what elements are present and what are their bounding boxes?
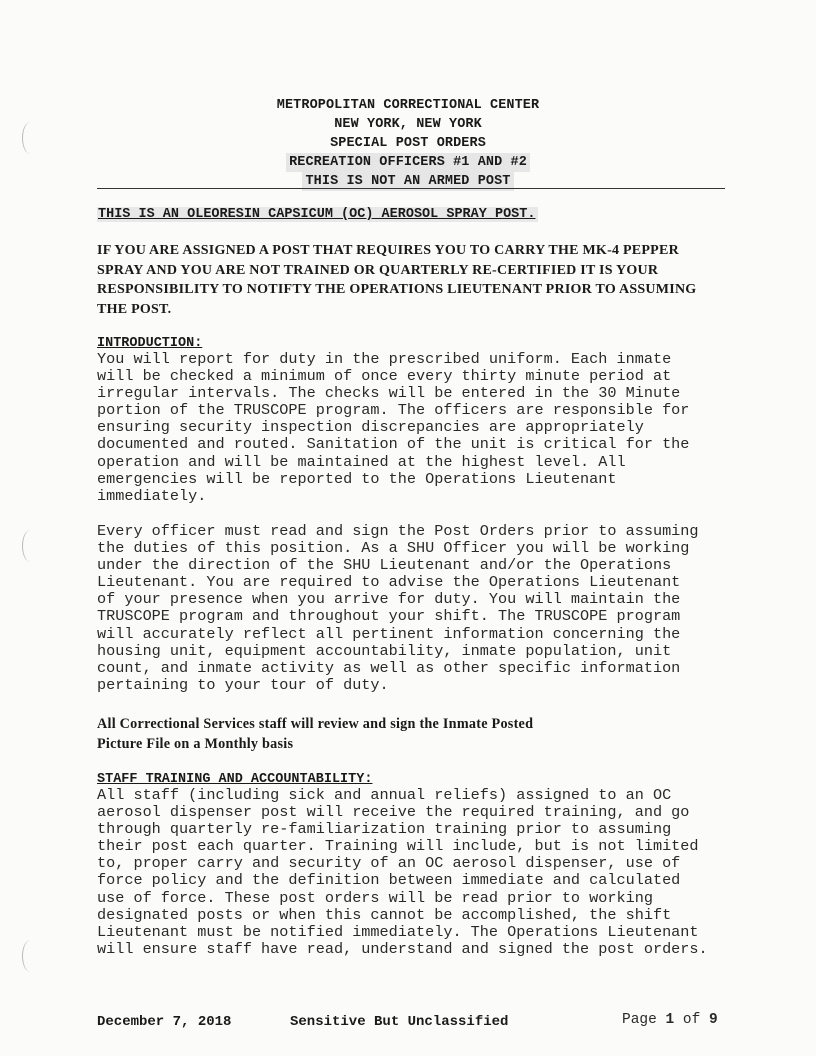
introduction-paragraph-2	[97, 523, 737, 694]
text-line: portion of the TRUSCOPE program. The officers are responsible for	[97, 401, 690, 420]
text-line: housing unit, equipment accountability, inmate population, unit	[97, 641, 672, 660]
text-line: Lieutenant must be notified immediately. The Operations Lieutenant	[97, 922, 699, 941]
text-line: Every officer must read and sign the Post Orders prior to assuming	[97, 522, 699, 540]
text-line: will ensure staff have read, understand and signed the post orders.	[97, 939, 708, 958]
header-institution: METROPOLITAN CORRECTIONAL CENTER	[276, 98, 540, 113]
notice-line: All Correctional Services staff will review and sign the Inmate Posted	[97, 716, 534, 732]
text-line: TRUSCOPE program and throughout your shift. The TRUSCOPE program	[97, 607, 681, 626]
header-post-title: RECREATION OFFICERS #1 AND #2	[286, 153, 530, 172]
text-line: ensuring security inspection discrepancies are appropriately	[97, 418, 644, 437]
text-line: emergencies will be reported to the Operations Lieutenant	[97, 469, 617, 488]
punch-hole-bottom	[22, 940, 39, 972]
staff-training-paragraph	[97, 787, 737, 958]
text-line: under the direction of the SHU Lieutenant and/or the Operations	[97, 556, 672, 575]
header-divider	[97, 188, 725, 189]
text-line: You will report for duty in the prescribed uniform. Each inmate	[97, 350, 672, 368]
introduction-heading: INTRODUCTION:	[97, 336, 203, 351]
text-line: through quarterly re-familiarization training prior to assuming	[97, 820, 672, 839]
warning-line: IF YOU ARE ASSIGNED A POST THAT REQUIRES YOU TO CARRY THE MK-4 PEPPER	[97, 243, 679, 258]
text-line: of your presence when you arrive for duty. You will maintain the	[97, 590, 681, 609]
punch-hole-middle	[22, 530, 39, 562]
text-line: pertaining to your tour of duty.	[97, 675, 389, 694]
text-line: their post each quarter. Training will include, but is not limited	[97, 837, 699, 856]
staff-training-heading: STAFF TRAINING AND ACCOUNTABILITY:	[97, 772, 373, 787]
text-line: will accurately reflect all pertinent information concerning the	[97, 624, 681, 643]
introduction-paragraph-1	[97, 351, 737, 505]
header-armed-status: THIS IS NOT AN ARMED POST	[302, 172, 513, 191]
warning-line: THE POST.	[97, 301, 172, 317]
text-line: will be checked a minimum of once every thirty minute period at	[97, 367, 672, 386]
page-current: 1	[665, 1012, 675, 1028]
header-city: NEW YORK, NEW YORK	[334, 117, 482, 132]
oc-spray-notice: THIS IS AN OLEORESIN CAPSICUM (OC) AEROSOL SPRAY POST.	[97, 207, 538, 222]
text-line: irregular intervals. The checks will be entered in the 30 Minute	[97, 384, 681, 403]
text-line: force policy and the definition between immediate and calculated	[97, 871, 681, 890]
notice-line: Picture File on a Monthly basis	[97, 735, 294, 752]
document-header	[0, 96, 816, 191]
text-line: the duties of this position. As a SHU Officer you will be working	[97, 539, 690, 558]
header-order-type: SPECIAL POST ORDERS	[330, 136, 486, 151]
text-line: immediately.	[97, 486, 207, 505]
text-line: to, proper carry and security of an OC aerosol dispenser, use of	[97, 854, 681, 873]
footer-classification: Sensitive But Unclassified	[290, 1014, 509, 1030]
text-line: count, and inmate activity as well as other specific information	[97, 658, 681, 677]
text-line: aerosol dispenser post will receive the required training, and go	[97, 803, 690, 822]
text-line: operation and will be maintained at the highest level. All	[97, 452, 626, 471]
certification-warning	[97, 241, 737, 319]
page-total: 9	[709, 1012, 718, 1028]
page-of: of	[682, 1012, 701, 1028]
warning-line: RESPONSIBILITY TO NOTIFTY THE OPERATIONS LIEUTENANT PRIOR TO ASSUMING	[97, 282, 697, 297]
text-line: use of force. These post orders will be read prior to working	[97, 888, 653, 907]
footer-page-number	[622, 1012, 718, 1028]
text-line: All staff (including sick and annual reliefs) assigned to an OC	[97, 786, 672, 804]
warning-line: SPRAY AND YOU ARE NOT TRAINED OR QUARTERLY RE-CERTIFIED IT IS YOUR	[97, 262, 659, 278]
footer-date: December 7, 2018	[97, 1014, 232, 1030]
text-line: Lieutenant. You are required to advise the Operations Lieutenant	[97, 573, 681, 592]
text-line: documented and routed. Sanitation of the unit is critical for the	[97, 435, 690, 454]
text-line: designated posts or when this cannot be accomplished, the shift	[97, 905, 672, 924]
page-label: Page	[622, 1012, 657, 1028]
picture-file-notice	[97, 715, 737, 754]
